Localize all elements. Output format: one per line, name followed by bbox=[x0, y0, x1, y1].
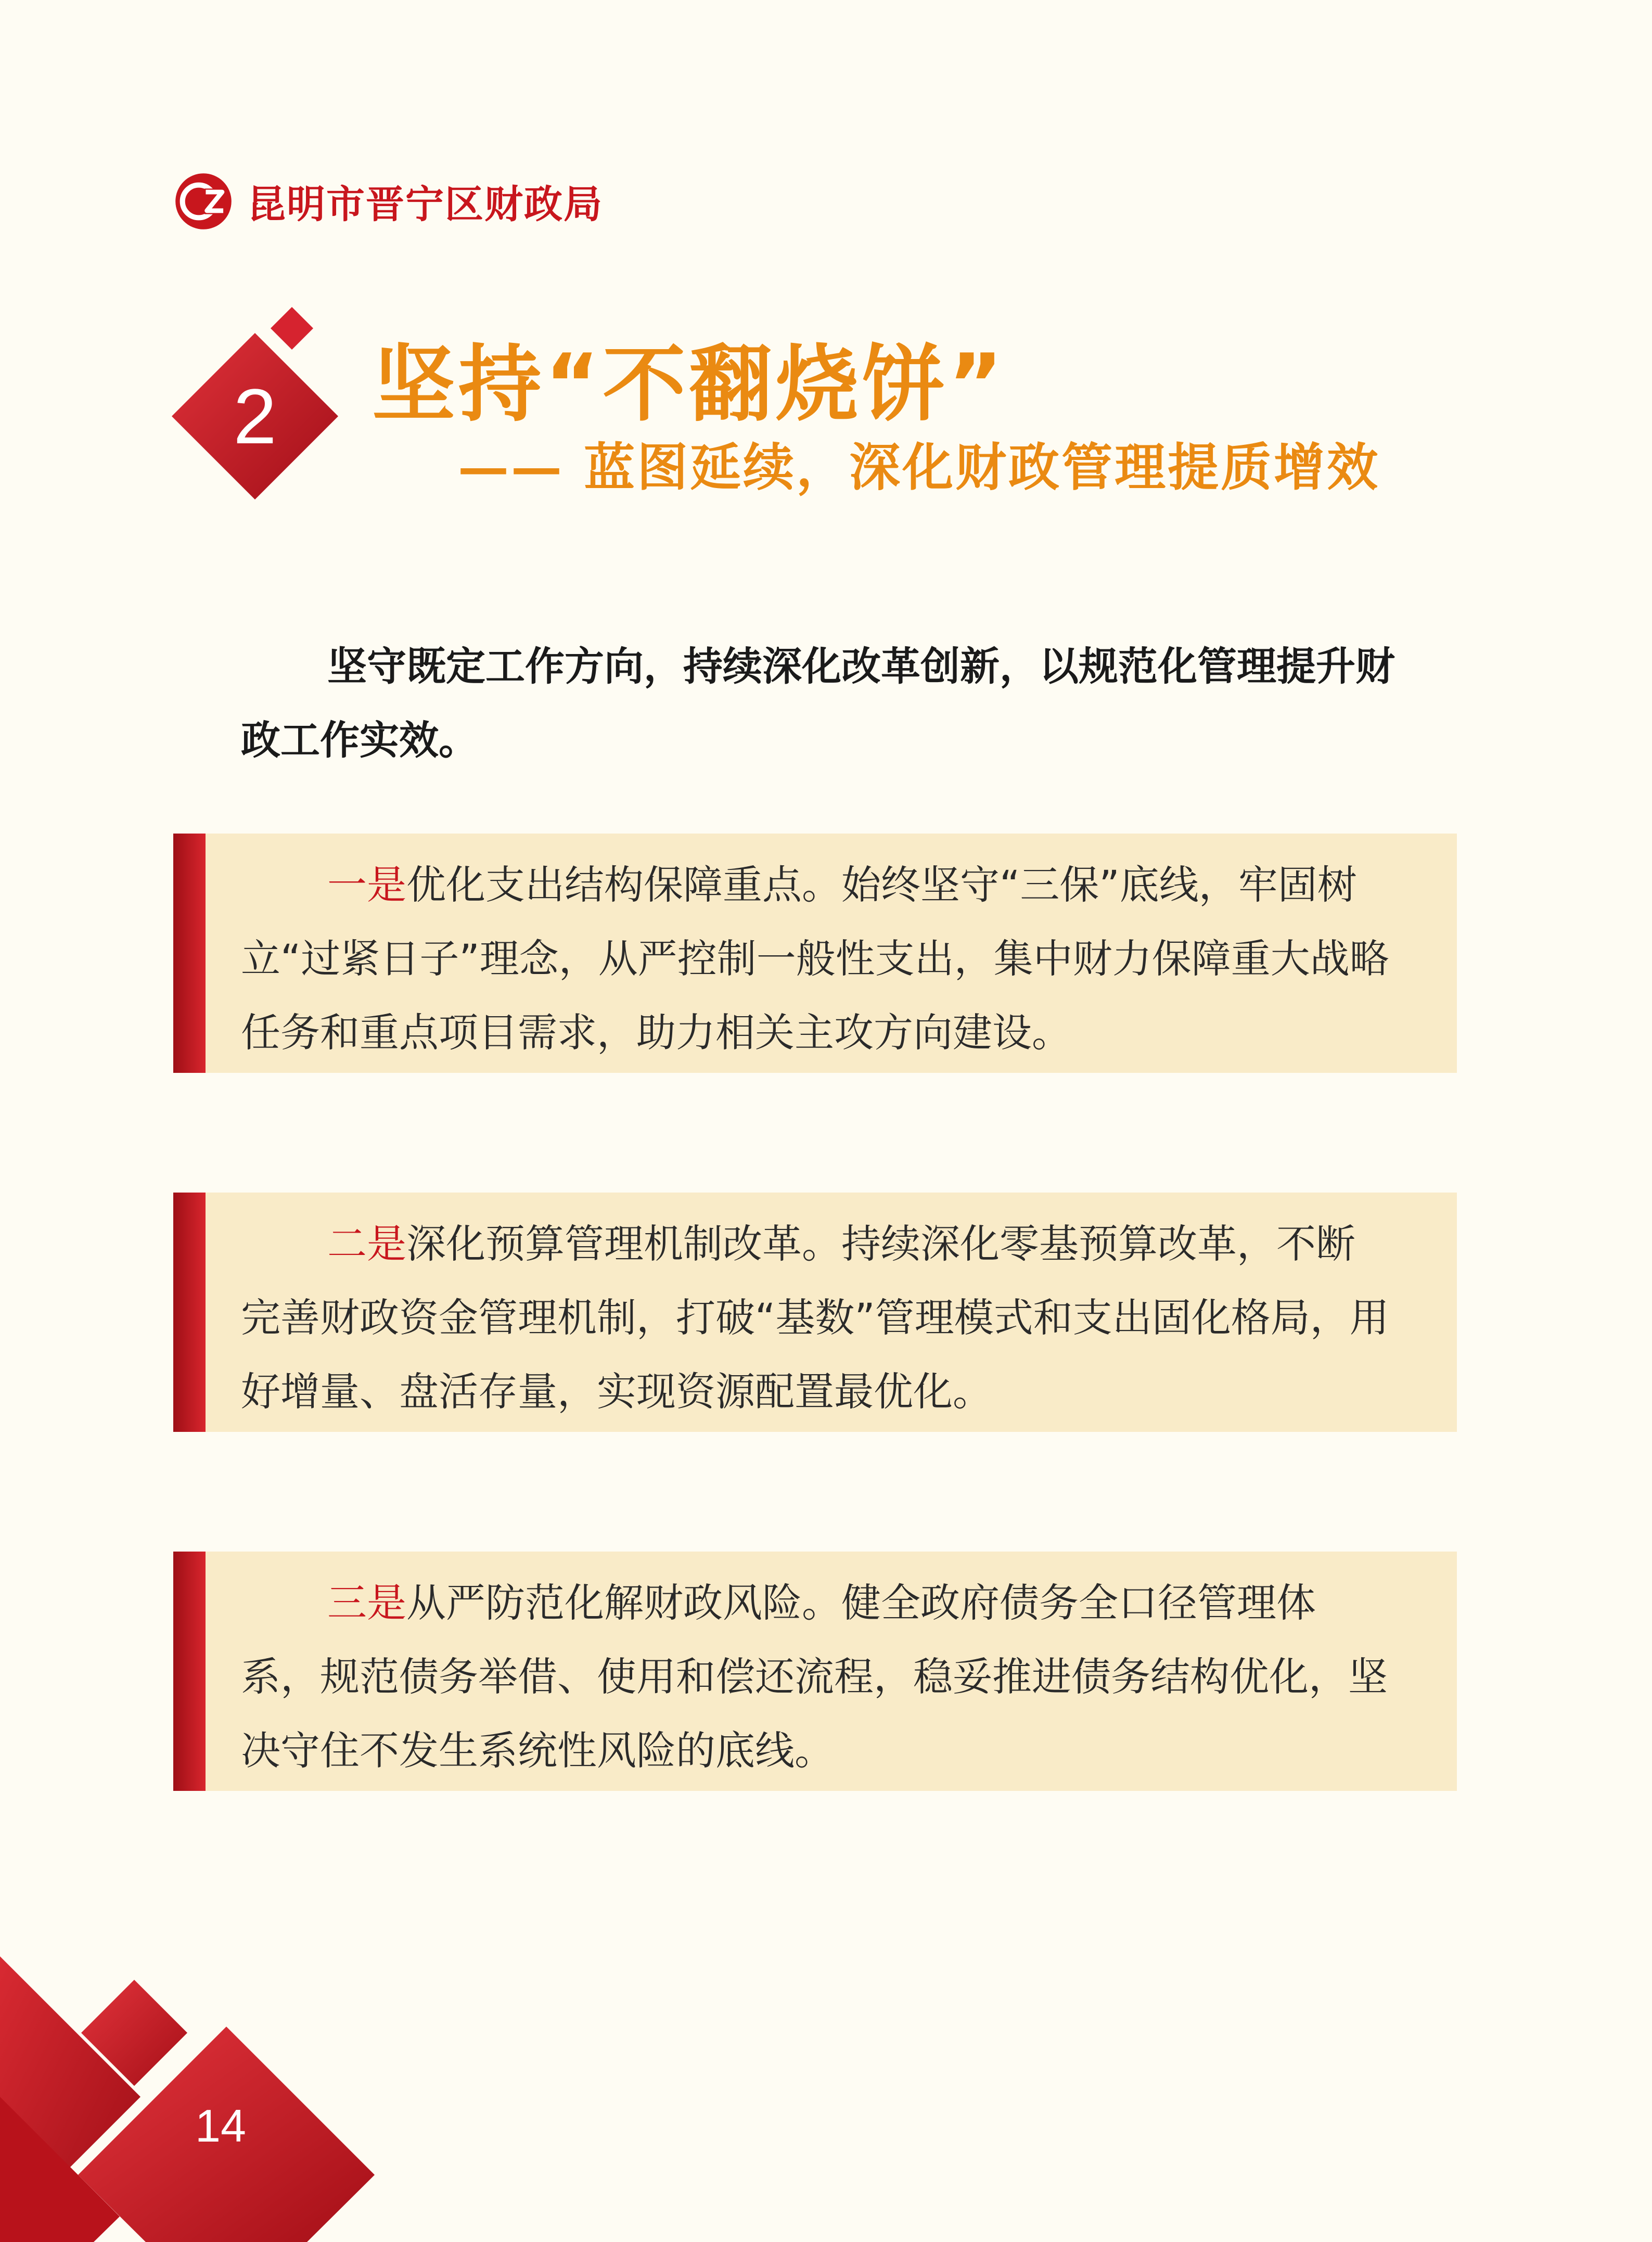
item-lead: 三是 bbox=[327, 1580, 406, 1626]
section-number-badge bbox=[172, 333, 338, 499]
item-text: 从严防范化解财政风险。健全政府债务全口径管理体系，规范债务举借、使用和偿还流程，稳妥推进债务结构优化，坚决守住不发生系统性风险的底线。 bbox=[241, 1580, 1388, 1774]
header bbox=[174, 168, 603, 235]
page-number: 14 bbox=[195, 2100, 246, 2151]
item-text: 优化支出结构保障重点。始终坚守“三保”底线，牢固树立“过紧日子”理念，从严控制一般性支出，集中财力保障重大战略任务和重点项目需求，助力相关主攻方向建设。 bbox=[241, 862, 1389, 1056]
section-subtitle: —— 蓝图延续，深化财政管理提质增效 bbox=[458, 438, 1380, 497]
section-title: 坚持“不翻烧饼” bbox=[372, 336, 1006, 433]
item-card-2 bbox=[173, 1193, 1457, 1432]
org-name: 昆明市晋宁区财政局 bbox=[247, 182, 603, 227]
cz-logo-icon bbox=[174, 172, 233, 230]
intro-paragraph: 坚守既定工作方向，持续深化改革创新，以规范化管理提升财政工作实效。 bbox=[241, 643, 1395, 763]
corner-decoration bbox=[0, 1925, 395, 2242]
section-number: 2 bbox=[233, 372, 277, 460]
item-card-3 bbox=[173, 1552, 1457, 1791]
item-lead: 二是 bbox=[327, 1221, 406, 1267]
item-card-1 bbox=[173, 834, 1457, 1073]
item-paragraph bbox=[241, 1566, 1389, 1788]
item-text: 深化预算管理机制改革。持续深化零基预算改革，不断完善财政资金管理机制，打破“基数”管理模式和支出固化格局，用好增量、盘活存量，实现资源配置最优化。 bbox=[241, 1221, 1389, 1415]
item-paragraph bbox=[241, 848, 1389, 1070]
item-paragraph bbox=[241, 1207, 1389, 1429]
item-lead: 一是 bbox=[327, 862, 406, 908]
